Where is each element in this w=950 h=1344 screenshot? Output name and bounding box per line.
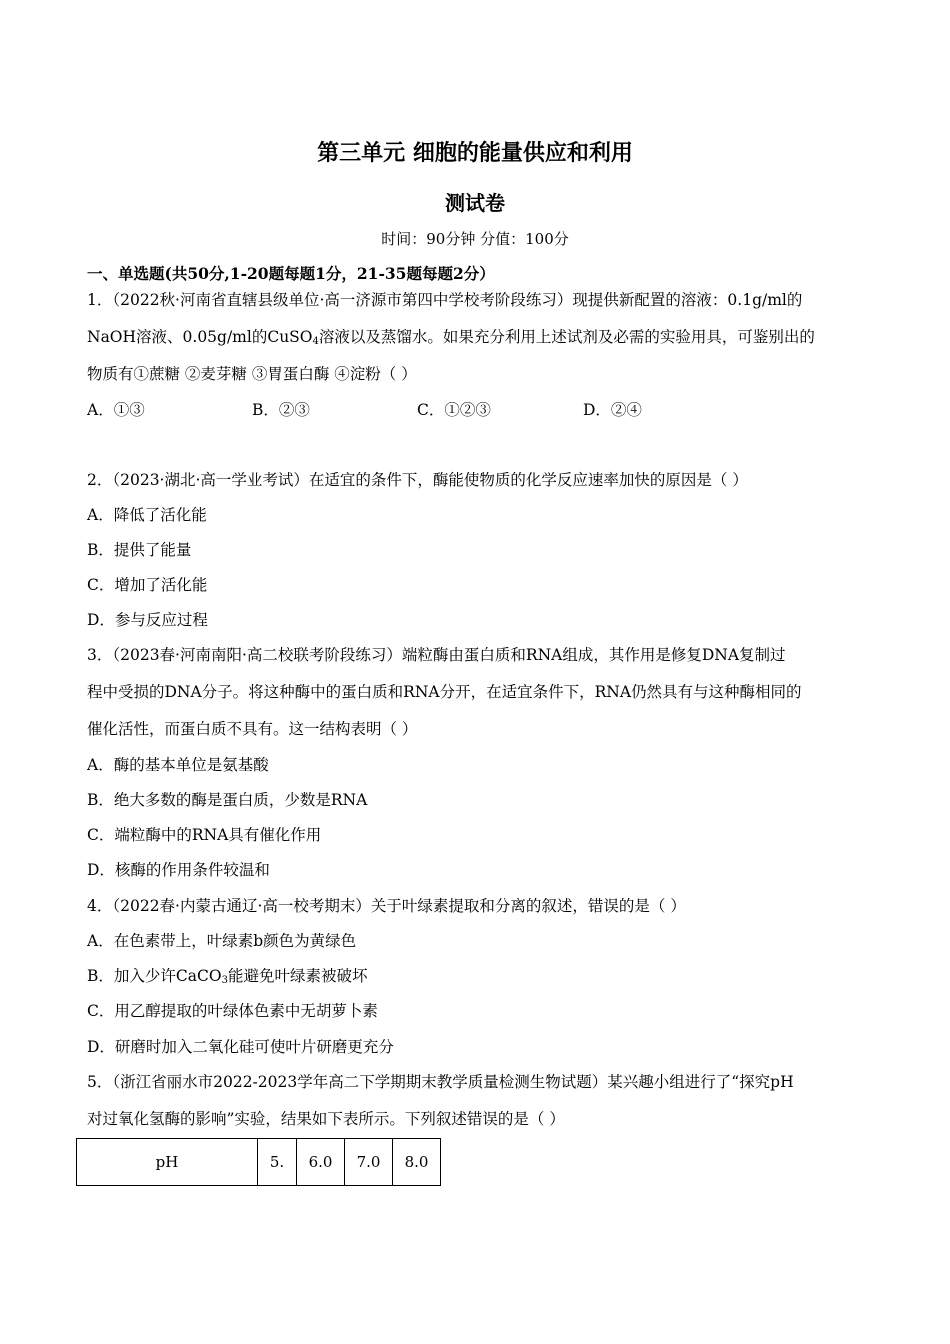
q1-stem-line2-a: NaOH溶液、0.05g/ml的CuSO [87, 328, 313, 346]
table-row [77, 1139, 441, 1186]
section-heading: 一、单选题(共50分,1-20题每题1分，21-35题每题2分） [87, 264, 495, 283]
q2-stem: 2．（2023·湖北·高一学业考试）在适宜的条件下，酶能使物质的化学反应速率加快的原因是（ ） [87, 471, 748, 489]
q2-option-b: B．提供了能量 [87, 541, 192, 559]
q3-stem-line3: 催化活性，而蛋白质不具有。这一结构表明（ ） [87, 720, 418, 738]
q4-option-d: D．研磨时加入二氧化硅可使叶片研磨更充分 [87, 1038, 394, 1056]
table-cell: 7.0 [345, 1139, 393, 1186]
q2-option-a: A．降低了活化能 [87, 506, 207, 524]
q1-stem-line2 [87, 325, 815, 347]
q3-stem-line1: 3．（2023春·河南南阳·高二校联考阶段练习）端粒酶由蛋白质和RNA组成，其作用是修复DNA复制过 [87, 646, 786, 664]
q3-option-d: D．核酶的作用条件较温和 [87, 861, 270, 879]
q2-option-d: D．参与反应过程 [87, 611, 208, 629]
table-header-cell: pH [77, 1139, 258, 1186]
q1-stem-line1: 1．（2022秋·河南省直辖县级单位·高一济源市第四中学校考阶段练习）现提供新配置的溶液：0.1g/ml的 [87, 291, 803, 309]
q1-option-d: D．②④ [583, 401, 642, 419]
q1-subscript: 4 [312, 336, 319, 347]
table-cell: 8.0 [393, 1139, 441, 1186]
q3-option-c: C．端粒酶中的RNA具有催化作用 [87, 826, 322, 844]
q1-option-a: A．①③ [87, 401, 145, 419]
q4-stem: 4．（2022春·内蒙古通辽·高一校考期末）关于叶绿素提取和分离的叙述，错误的是（ ） [87, 897, 686, 915]
page-title: 第三单元 细胞的能量供应和利用 [317, 140, 633, 166]
q1-stem-line2-b: 溶液以及蒸馏水。如果充分利用上述试剂及必需的实验用具，可鉴别出的 [318, 328, 815, 346]
q4-option-b-b: 能避免叶绿素被破坏 [227, 967, 368, 985]
table-cell: 5. [258, 1139, 297, 1186]
q4-option-b [87, 964, 367, 986]
page-subtitle: 测试卷 [445, 191, 505, 215]
q4-option-c: C．用乙醇提取的叶绿体色素中无胡萝卜素 [87, 1002, 378, 1020]
q5-stem-line1: 5．（浙江省丽水市2022-2023学年高二下学期期末教学质量检测生物试题）某兴趣小组进行了“探究pH [87, 1073, 794, 1091]
q1-stem-line3: 物质有①蔗糖 ②麦芽糖 ③胃蛋白酶 ④淀粉（ ） [87, 365, 417, 383]
q4-subscript: 3 [221, 975, 228, 986]
q3-option-a: A．酶的基本单位是氨基酸 [87, 756, 269, 774]
table-cell: 6.0 [297, 1139, 345, 1186]
ph-table [76, 1138, 441, 1186]
exam-meta: 时间：90分钟 分值：100分 [381, 230, 569, 248]
q3-option-b: B．绝大多数的酶是蛋白质，少数是RNA [87, 791, 368, 809]
q4-option-b-a: B．加入少许CaCO [87, 967, 222, 985]
q1-option-b: B．②③ [252, 401, 310, 419]
q1-option-c: C．①②③ [417, 401, 491, 419]
q3-stem-line2: 程中受损的DNA分子。将这种酶中的蛋白质和RNA分开，在适宜条件下，RNA仍然具有与这种酶相同的 [87, 683, 802, 701]
q4-option-a: A．在色素带上，叶绿素b颜色为黄绿色 [87, 932, 357, 950]
q2-option-c: C．增加了活化能 [87, 576, 208, 594]
q5-stem-line2: 对过氧化氢酶的影响”实验，结果如下表所示。下列叙述错误的是（ ） [87, 1110, 565, 1128]
